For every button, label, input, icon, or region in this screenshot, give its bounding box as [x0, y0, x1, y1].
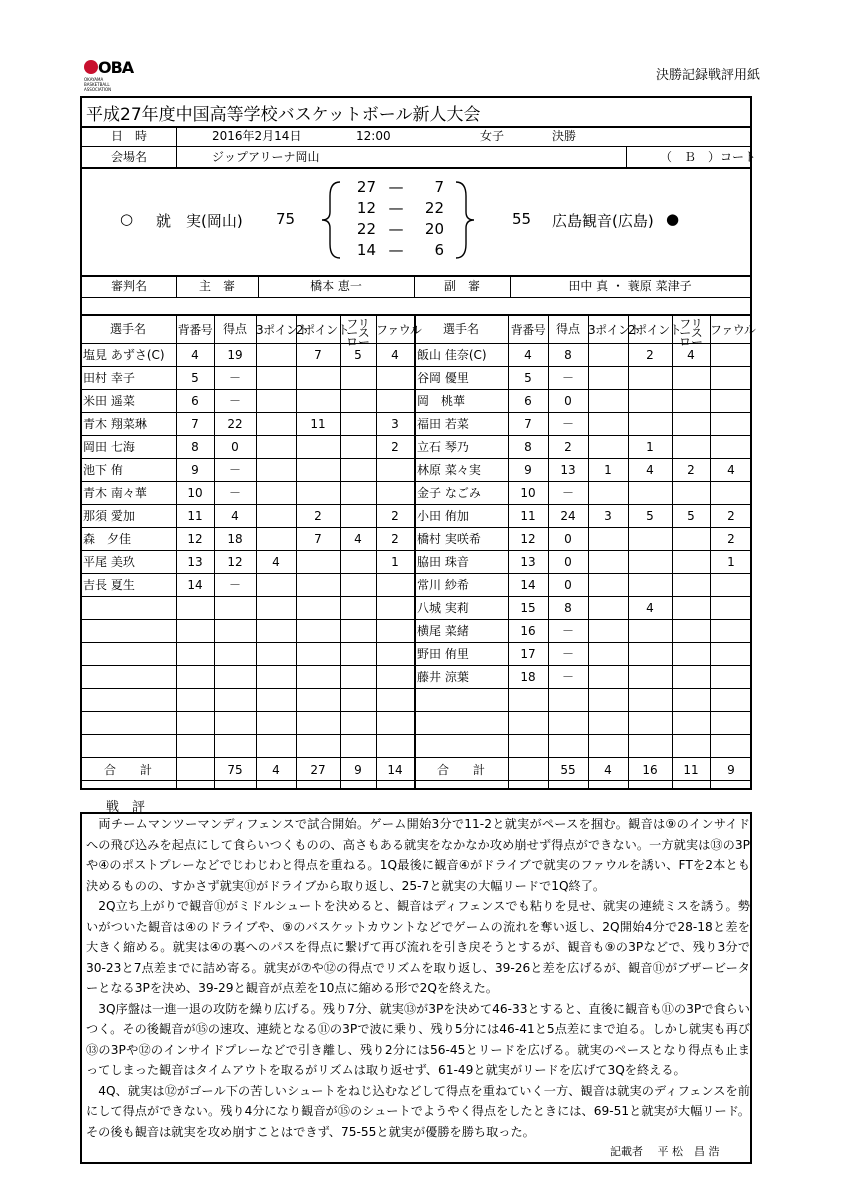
away-player-number: 11	[520, 509, 536, 523]
away-player-name: 谷岡 優里	[417, 371, 469, 385]
home-header-fouls: ファウル	[376, 323, 422, 337]
quarter-home-score: 27	[356, 178, 376, 196]
away-player-points: －	[561, 647, 574, 661]
home-player-number: 8	[191, 440, 199, 454]
chief-referee: 橋本 恵一	[310, 279, 362, 293]
home-player-name: 青木 翔菜琳	[83, 417, 147, 431]
home-player-fouls: 3	[391, 417, 399, 431]
home-player-two: 7	[314, 348, 322, 362]
away-header-three: 3ポイント	[588, 323, 642, 337]
away-player-number: 16	[520, 624, 536, 638]
grid-line	[80, 711, 752, 712]
home-total-three: 4	[272, 763, 280, 777]
venue-name: ジップアリーナ岡山	[212, 150, 320, 164]
quarter-dash: —	[388, 220, 404, 238]
away-player-fouls: 2	[727, 509, 735, 523]
away-total-points: 55	[560, 763, 576, 777]
away-player-two: 4	[646, 463, 654, 477]
home-player-number: 11	[187, 509, 203, 523]
away-player-name: 横尾 菜緒	[417, 624, 469, 638]
grid-line	[508, 316, 509, 790]
assist-referee-label: 副 審	[443, 279, 480, 293]
home-total: 75	[276, 210, 296, 228]
home-header-three: 3ポイント	[256, 323, 310, 337]
quarter-home-score: 14	[356, 241, 376, 259]
home-player-name: 田村 幸子	[83, 371, 135, 385]
loser-mark: ●	[666, 210, 680, 228]
away-total: 55	[512, 210, 532, 228]
home-header-player: 選手名	[109, 322, 146, 336]
away-total-ft: 11	[683, 763, 699, 777]
home-player-name: 那須 愛加	[83, 509, 135, 523]
home-player-points: －	[228, 463, 241, 477]
quarter-dash: —	[388, 178, 404, 196]
away-player-ft: 2	[687, 463, 695, 477]
home-player-number: 9	[191, 463, 199, 477]
home-player-two: 7	[314, 532, 322, 546]
home-player-ft: 5	[354, 348, 362, 362]
grid-line	[80, 642, 752, 643]
court-label: （ Ｂ ）コート	[660, 150, 757, 164]
home-player-number: 14	[187, 578, 203, 592]
quarter-away-score: 20	[424, 220, 444, 238]
away-header-number: 背番号	[510, 323, 546, 337]
grid-line	[256, 316, 257, 790]
away-player-number: 14	[520, 578, 536, 592]
away-header-ft: フリースロー	[678, 317, 703, 349]
grid-line	[214, 316, 215, 790]
home-player-number: 12	[187, 532, 203, 546]
comment-text	[86, 814, 750, 1142]
home-total-fouls: 14	[387, 763, 403, 777]
away-header-points: 得点	[555, 322, 580, 336]
grid-line	[80, 665, 752, 666]
referee-label: 審判名	[110, 279, 147, 293]
grid-line	[80, 757, 752, 758]
home-player-name: 青木 南々華	[83, 486, 147, 500]
away-player-name: 脇田 珠音	[417, 555, 469, 569]
winner-mark: ○	[120, 210, 134, 228]
home-player-fouls: 2	[391, 509, 399, 523]
away-player-points: 2	[564, 440, 572, 454]
away-player-points: 0	[564, 394, 572, 408]
home-player-points: 12	[227, 555, 243, 569]
home-total-two: 27	[310, 763, 326, 777]
away-player-two: 2	[646, 348, 654, 362]
grid-line	[80, 688, 752, 689]
away-player-number: 13	[520, 555, 536, 569]
grid-line	[340, 316, 341, 790]
logo-text: OBA	[98, 58, 134, 77]
grid-line	[80, 780, 752, 781]
home-player-two: 11	[310, 417, 326, 431]
grid-line	[80, 550, 752, 551]
home-player-name: 森 夕佳	[83, 532, 132, 546]
home-player-name: 岡田 七海	[83, 440, 135, 454]
datetime-label: 日 時	[110, 129, 147, 143]
grid-line	[80, 504, 752, 505]
match-category: 女子	[480, 129, 505, 143]
home-player-fouls: 1	[391, 555, 399, 569]
quarter-home-score: 12	[356, 199, 376, 217]
away-player-three: 3	[604, 509, 612, 523]
match-time: 12:00	[356, 129, 391, 143]
home-header-number: 背番号	[177, 323, 213, 337]
grid-line	[80, 389, 752, 390]
away-player-points: －	[561, 371, 574, 385]
grid-line	[80, 734, 752, 735]
home-player-number: 10	[187, 486, 203, 500]
quarter-home-score: 22	[356, 220, 376, 238]
away-player-name: 金子 なごみ	[417, 486, 481, 500]
grid-line	[80, 458, 752, 459]
away-team: 広島観音(広島)	[552, 212, 654, 230]
home-team: 就 実(岡山)	[156, 212, 243, 230]
home-total-label: 合 計	[103, 763, 152, 777]
away-player-three: 1	[604, 463, 612, 477]
home-player-points: 0	[231, 440, 239, 454]
grid-line	[672, 316, 673, 790]
home-player-fouls: 2	[391, 440, 399, 454]
home-player-points: －	[228, 486, 241, 500]
home-header-two: 2ポイント	[296, 323, 350, 337]
away-player-points: 0	[564, 555, 572, 569]
away-player-name: 八城 実莉	[417, 601, 469, 615]
home-header-ft: フリースロー	[346, 317, 371, 349]
home-player-number: 7	[191, 417, 199, 431]
home-player-points: 22	[227, 417, 243, 431]
comment-paragraph: 両チームマンツーマンディフェンスで試合開始。ゲーム開始3分で11-2と就実がペースを掴む。観音は⑨のインサイドへの飛び込みを起点にして食らいつくものの、高さもある就実をなかなか攻め崩せず得点ができない。一方就実は⑬の3Pや④のポストプレーなどでじわじわと得点を重ねる。1Q最後に観音④がドライブで就実のファウルを誘い、FTを2本とも決めるものの、すかさず就実⑪がドライブから取り返し、25-7と就実の大幅リードで1Q終了。	[86, 817, 750, 893]
away-total-fouls: 9	[727, 763, 735, 777]
away-player-points: 8	[564, 601, 572, 615]
home-total-ft: 9	[354, 763, 362, 777]
grid-line	[628, 316, 629, 790]
away-player-two: 1	[646, 440, 654, 454]
home-player-name: 平尾 美玖	[83, 555, 135, 569]
away-player-number: 12	[520, 532, 536, 546]
away-header-fouls: ファウル	[710, 323, 756, 337]
home-player-points: －	[228, 394, 241, 408]
grid-line	[80, 789, 752, 790]
grid-line	[80, 573, 752, 574]
grid-line	[80, 412, 752, 413]
away-header-two: 2ポイント	[628, 323, 682, 337]
away-player-name: 小田 侑加	[417, 509, 469, 523]
home-player-points: 18	[227, 532, 243, 546]
away-player-number: 4	[524, 348, 532, 362]
quarter-away-score: 6	[434, 241, 444, 259]
away-player-fouls: 2	[727, 532, 735, 546]
venue-label: 会場名	[110, 150, 147, 164]
away-player-number: 7	[524, 417, 532, 431]
away-player-number: 10	[520, 486, 536, 500]
away-player-points: 0	[564, 532, 572, 546]
away-player-number: 15	[520, 601, 536, 615]
comment-paragraph: 2Q立ち上がりで観音⑪がミドルシュートを決めると、観音はディフェンスでも粘りを見せ、就実の連続ミスを誘う。勢いがついた観音は④のドライブや、⑨のバスケットカウントなどでゲームの流れを奪い返し、2Q開始4分で28-18と差を大きく縮める。就実は④の裏へのパスを得点に繋げて再び流れを引き戻そうとするが、観音も⑨の3Pなどで、残り3分で30-23と7点差までに詰め寄る。就実が⑦や⑫の得点でリズムを取り返し、39-26と差を広げるが、観音⑪がブザービーターとなる3Pを決め、39-29と観音が点差を10点に縮める形で2Qを終えた。	[86, 899, 750, 995]
away-player-name: 橋村 実咲希	[417, 532, 481, 546]
away-player-ft: 4	[687, 348, 695, 362]
away-player-number: 9	[524, 463, 532, 477]
logo-subtext: OKAYAMA BASKETBALL ASSOCIATION	[84, 77, 112, 92]
grid-line	[414, 316, 416, 790]
grid-line	[376, 316, 377, 790]
away-player-name: 福田 若菜	[417, 417, 469, 431]
grid-line	[80, 343, 752, 344]
away-player-name: 林原 菜々実	[417, 463, 481, 477]
away-player-two: 5	[646, 509, 654, 523]
away-player-fouls: 1	[727, 555, 735, 569]
home-player-points: 19	[227, 348, 243, 362]
grid-line	[80, 366, 752, 367]
away-player-points: －	[561, 624, 574, 638]
grid-line	[710, 316, 711, 790]
home-player-points: －	[228, 371, 241, 385]
away-player-name: 飯山 佳奈(C)	[417, 348, 487, 362]
tournament-title: 平成27年度中国高等学校バスケットボール新人大会	[86, 105, 481, 125]
home-player-fouls: 4	[391, 348, 399, 362]
chief-referee-label: 主 審	[198, 279, 235, 293]
away-player-number: 8	[524, 440, 532, 454]
grid-line	[80, 619, 752, 620]
grid-line	[80, 435, 752, 436]
away-player-points: 8	[564, 348, 572, 362]
home-player-two: 2	[314, 509, 322, 523]
grid-line	[80, 481, 752, 482]
comment-title: 戦 評	[106, 800, 146, 815]
away-player-fouls: 4	[727, 463, 735, 477]
grid-line	[80, 527, 752, 528]
away-player-name: 野田 侑里	[417, 647, 469, 661]
away-total-label: 合 計	[436, 763, 485, 777]
home-total-points: 75	[227, 763, 243, 777]
away-header-player: 選手名	[442, 322, 479, 336]
recorder: 記載者 平 松 昌 浩	[610, 1145, 720, 1158]
away-player-name: 藤井 涼葉	[417, 670, 469, 684]
match-date: 2016年2月14日	[212, 129, 302, 143]
home-player-name: 池下 侑	[83, 463, 123, 477]
assist-referees: 田中 真 ・ 蓑原 菜津子	[568, 279, 692, 293]
home-player-number: 5	[191, 371, 199, 385]
home-player-ft: 4	[354, 532, 362, 546]
comment-paragraph: 4Q、就実は⑫がゴール下の苦しいシュートをねじ込むなどして得点を重ねていく一方、観音は就実のディフェンスを前にして得点ができない。残り4分になり観音が⑮のシュートでようやく得点をしたときには、69-51と就実が大幅リード。その後も観音は就実を攻め崩すことはできず、75-55と就実が優勝を勝ち取った。	[86, 1083, 750, 1139]
grid-line	[588, 316, 589, 790]
away-player-number: 17	[520, 647, 536, 661]
match-round: 決勝	[552, 129, 577, 143]
comment-paragraph: 3Q序盤は一進一退の攻防を繰り広げる。残り7分、就実⑬が3Pを決めて46-33とすると、直後に観音も⑪の3Pで食らいつく。その後観音が⑮の速攻、連続となる⑪の3Pで波に乗り、残り5分には46-41と5点差にまで迫る。しかし就実も再び⑬の3Pや⑫のインサイドプレーなどで引き離し、残り2分には56-45とリードを広げる。就実のペースとなり得点も止まってしまった観音はタイムアウトを取るがリズムは取り返せず、61-49と就実がリードを広げて3Qを終える。	[86, 1001, 750, 1077]
away-player-points: －	[561, 670, 574, 684]
away-player-number: 5	[524, 371, 532, 385]
quarter-dash: —	[388, 199, 404, 217]
home-player-fouls: 2	[391, 532, 399, 546]
home-player-number: 6	[191, 394, 199, 408]
home-player-number: 13	[187, 555, 203, 569]
home-player-name: 吉長 夏生	[83, 578, 135, 592]
away-player-points: －	[561, 417, 574, 431]
grid-line	[548, 316, 549, 790]
away-player-points: 13	[560, 463, 576, 477]
quarter-dash: —	[388, 241, 404, 259]
away-total-three: 4	[604, 763, 612, 777]
home-player-three: 4	[272, 555, 280, 569]
home-player-points: 4	[231, 509, 239, 523]
grid-line	[296, 316, 297, 790]
away-player-ft: 5	[687, 509, 695, 523]
quarter-away-score: 22	[424, 199, 444, 217]
home-header-points: 得点	[222, 322, 247, 336]
quarter-away-score: 7	[434, 178, 444, 196]
away-player-name: 立石 琴乃	[417, 440, 469, 454]
away-player-number: 6	[524, 394, 532, 408]
home-player-number: 4	[191, 348, 199, 362]
away-player-two: 4	[646, 601, 654, 615]
home-player-name: 塩見 あずさ(C)	[83, 348, 165, 362]
away-player-points: 24	[560, 509, 576, 523]
home-player-points: －	[228, 578, 241, 592]
away-player-points: 0	[564, 578, 572, 592]
away-player-name: 常川 紗希	[417, 578, 469, 592]
grid-line	[176, 316, 177, 790]
home-player-name: 米田 遥菜	[83, 394, 135, 408]
away-total-two: 16	[642, 763, 658, 777]
away-player-points: －	[561, 486, 574, 500]
grid-line	[80, 596, 752, 597]
away-player-number: 18	[520, 670, 536, 684]
form-label: 決勝記録戦評用紙	[655, 68, 760, 83]
away-player-name: 岡 桃華	[417, 394, 466, 408]
